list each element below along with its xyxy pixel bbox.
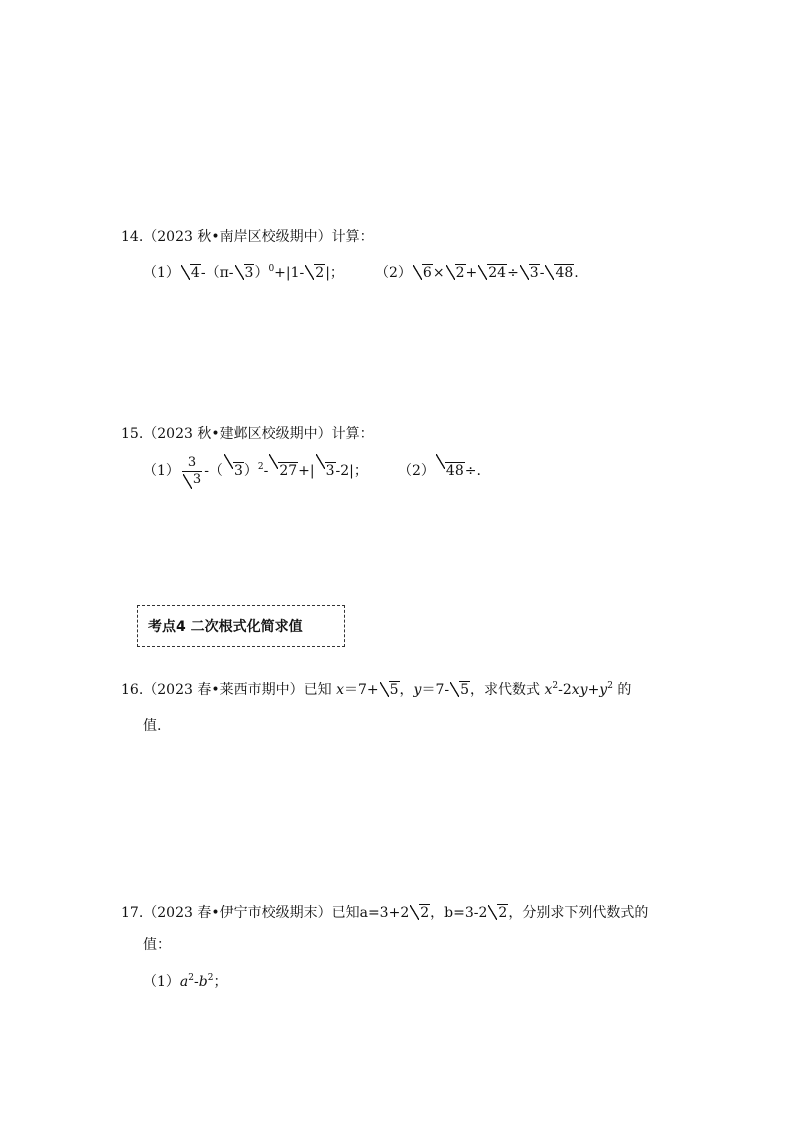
p17-text: -: [194, 974, 199, 990]
p16-text: +: [587, 682, 600, 698]
sqrt-symbol: 3: [224, 452, 244, 490]
var-x: x: [336, 682, 344, 698]
sqrt-symbol: 3: [520, 263, 540, 283]
sqrt-symbol: 2: [488, 903, 508, 923]
p17-exponent: 2: [188, 973, 195, 983]
sqrt-symbol: 48: [545, 263, 574, 283]
p14-text: ）: [254, 265, 269, 281]
p15-text: -2|；: [335, 463, 368, 479]
p14-text: .: [574, 265, 579, 281]
problem-14-header: 14.（2023 秋•南岸区校级期中）计算：: [121, 229, 374, 245]
var-x: x: [544, 682, 553, 698]
var-a: a: [179, 974, 189, 990]
p16-text: ，: [399, 682, 414, 698]
sqrt-symbol: 5: [450, 680, 470, 700]
p14-part2-label: （2）: [375, 265, 412, 281]
problem-16-line2: 值.: [143, 718, 162, 734]
p16-text: 的: [617, 682, 632, 698]
p15-part1-label: （1）: [143, 463, 180, 479]
p15-text: +|: [298, 463, 315, 479]
p15-text: ）: [243, 463, 258, 479]
sqrt-symbol: 48: [436, 452, 465, 490]
sqrt-symbol: 24: [478, 263, 507, 283]
sqrt-symbol: 5: [380, 680, 400, 700]
p17-text: ，分别求下列代数式的: [508, 905, 649, 921]
problem-14-part2: [375, 263, 579, 283]
var-xy: xy: [571, 682, 588, 698]
problem-14-parts: [143, 263, 344, 283]
p15-text: -: [263, 463, 269, 479]
p14-exponent: 0: [268, 264, 275, 274]
sqrt-symbol: 2: [410, 903, 430, 923]
p15-text: -（: [204, 463, 223, 479]
var-y: y: [599, 682, 608, 698]
p14-text: ×: [432, 265, 445, 281]
var-y: y: [413, 682, 422, 698]
sqrt-symbol: 3: [183, 472, 202, 488]
sqrt-symbol: 2: [305, 263, 325, 283]
p16-text: 16.（2023 春•莱西市期中）已知: [121, 682, 332, 698]
p16-exponent: 2: [607, 681, 613, 691]
p16-text: ＝7-: [421, 682, 450, 698]
problem-15-header: 15.（2023 秋•建邺区校级期中）计算：: [121, 426, 374, 442]
p17-text: a=3+2: [359, 905, 410, 921]
p15-exponent: 2: [257, 462, 264, 472]
p14-text: |；: [325, 265, 344, 281]
problem-17-part1: [143, 972, 227, 992]
p14-part1-label: （1）: [143, 265, 180, 281]
p15-text: ÷.: [464, 463, 481, 479]
section-title-box: [137, 605, 345, 647]
sqrt-symbol: 2: [446, 263, 466, 283]
p16-text: ，求代数式: [470, 682, 541, 698]
problem-17-line1: [121, 903, 648, 923]
sqrt-symbol: 27: [269, 452, 298, 490]
fraction: $\frac{3}{3}$: [182, 455, 202, 488]
p14-text: -（π-: [200, 265, 234, 281]
p15-part2-label: （2）: [398, 463, 435, 479]
p14-text: +: [465, 265, 478, 281]
p17-text: ，b=3-2: [430, 905, 488, 921]
sqrt-symbol: 6: [413, 263, 433, 283]
p14-text: -: [539, 265, 545, 281]
sqrt-symbol: 3: [316, 452, 336, 490]
p14-text: ÷: [507, 265, 519, 281]
problem-17-line2: 值：: [143, 937, 171, 953]
sqrt-symbol: 3: [235, 263, 255, 283]
var-b: b: [198, 974, 208, 990]
p17-text: ；: [213, 974, 228, 990]
p16-text: -2: [558, 682, 572, 698]
p16-text: ＝7+: [343, 682, 379, 698]
problem-15-part2: [398, 452, 481, 490]
p17-text: 17.（2023 春•伊宁市校级期末）已知: [121, 905, 360, 921]
sqrt-symbol: 4: [181, 263, 201, 283]
p14-text: +|1-: [274, 265, 305, 281]
section-title: 考点4 二次根式化简求值: [148, 619, 303, 635]
problem-16-line1: [121, 680, 631, 700]
problem-15-part1: [143, 452, 368, 490]
p17-part1-label: （1）: [143, 974, 180, 990]
p16-exponent: 2: [552, 681, 559, 691]
p17-exponent: 2: [207, 973, 214, 983]
